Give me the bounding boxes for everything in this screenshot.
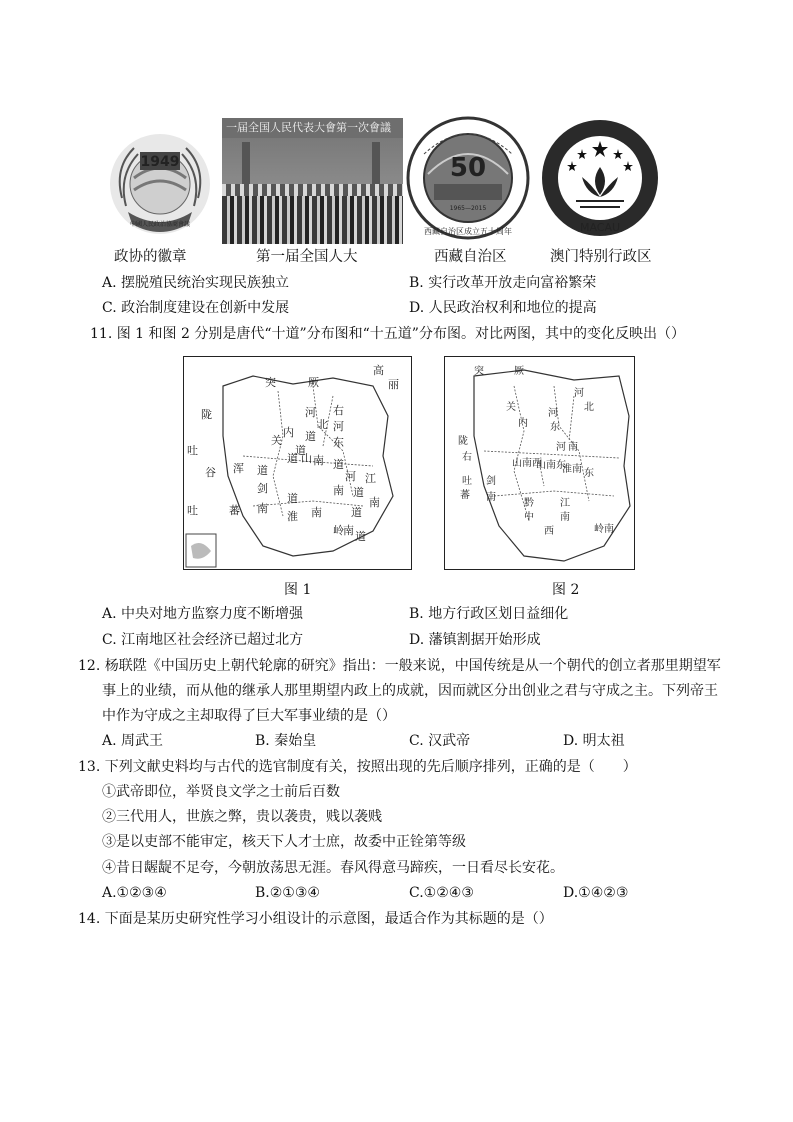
map1-label: 蕃	[229, 504, 240, 517]
tang-ten-circuits-map	[183, 356, 412, 570]
map1-label: 江	[365, 472, 376, 485]
q13-option-c[interactable]: C.①②④③	[409, 885, 474, 901]
q13-item-3: ③是以吏部不能审定，核天下人才士庶，故委中正铨第等级	[102, 834, 466, 850]
map1-label: 道	[333, 458, 344, 471]
map2-label: 淮南	[562, 464, 582, 475]
map1-label: 道	[287, 492, 298, 505]
map2-label: 东	[584, 468, 594, 479]
tibet-ring-text: 西藏自治区成立五十周年	[424, 227, 512, 236]
map2-label: 厥	[514, 366, 524, 377]
q12-stem-line-1: 12. 杨联陞《中国历史上朝代轮廓的研究》指出：一般来说，中国传统是从一个朝代的创立者那里期望军	[78, 658, 721, 674]
map1-label: 山	[301, 452, 312, 465]
q14-stem: 14. 下面是某历史研究性学习小组设计的示意图，最适合作为其标题的是（）	[78, 911, 553, 927]
map2-label: 河	[574, 388, 584, 399]
map1-label: 淮	[287, 510, 298, 523]
map1-label: 关	[271, 434, 282, 447]
map2-label: 南	[560, 512, 570, 523]
map1-label: 道	[305, 430, 316, 443]
map1-label: 南	[313, 454, 324, 467]
map1-label: 河	[345, 470, 356, 483]
map1-label: 丽	[388, 378, 399, 391]
map1-label: 南	[311, 506, 322, 519]
caption-npc: 第一届全国人大	[256, 249, 358, 265]
map2-label: 山南东	[536, 460, 566, 471]
q12-stem-line-3: 中作为守成之主却取得了巨大军事业绩的是（）	[102, 708, 396, 724]
map1-label: 浑	[233, 462, 244, 475]
caption-cppcc: 政协的徽章	[114, 249, 187, 265]
q11-option-c[interactable]: C. 江南地区社会经济已超过北方	[102, 632, 304, 648]
q12-option-d[interactable]: D. 明太祖	[563, 733, 625, 749]
map1-label: 道	[355, 530, 366, 543]
map2-label: 南	[604, 524, 614, 535]
map1-label: 南	[369, 496, 380, 509]
q11-option-d[interactable]: D. 藩镇割据开始形成	[409, 632, 541, 648]
q10-option-c[interactable]: C. 政治制度建设在创新中发展	[102, 300, 290, 316]
map2-label: 西	[544, 526, 554, 537]
q12-option-a[interactable]: A. 周武王	[102, 733, 164, 749]
q11-option-a[interactable]: A. 中央对地方监察力度不断增强	[102, 606, 304, 622]
q13-option-a[interactable]: A.①②③④	[102, 885, 167, 901]
q11-stem: 11. 图 1 和图 2 分别是唐代“十道”分布图和“十五道”分布图。对比两图，其中的变化反映出（）	[90, 326, 685, 342]
map1-label: 陇	[201, 408, 212, 421]
macau-emblem-image	[540, 115, 660, 241]
map2-label: 岭	[594, 524, 604, 535]
map1-label: 道	[287, 452, 298, 465]
cppcc-emblem-image	[104, 128, 216, 240]
map2-label: 吐	[462, 476, 472, 487]
map1-label: 内	[283, 426, 294, 439]
map2-label: 陇	[458, 436, 468, 447]
map1-label: 岭	[333, 524, 344, 537]
tang-fifteen-circuits-map	[444, 356, 635, 570]
q13-item-2: ②三代用人，世族之弊，贵以袭贵，贱以袭贱	[102, 809, 382, 825]
map2-label: 东	[550, 422, 560, 433]
q12-option-b[interactable]: B. 秦始皇	[255, 733, 317, 749]
map2-label: 山南西	[512, 458, 542, 469]
tibet-number: 50	[449, 153, 487, 183]
map1-label: 吐	[187, 504, 198, 517]
q10-option-b[interactable]: B. 实行改革开放走向富裕繁荣	[409, 275, 597, 291]
map1-label: 道	[351, 506, 362, 519]
map1-label: 北	[317, 418, 328, 431]
q13-item-4: ④昔日龌龊不足夸，今朝放荡思无涯。春风得意马蹄疾，一日看尽长安花。	[102, 860, 564, 876]
map2-label: 剑	[486, 476, 496, 487]
map2-label: 江	[560, 498, 570, 509]
npc-banner-text: 一届全国人民代表大會第一次會議	[226, 121, 391, 134]
map1-label: 东	[333, 436, 344, 449]
q13-option-b[interactable]: B.②①③④	[255, 885, 320, 901]
tibet-years: 1965—2015	[449, 205, 487, 212]
fig1-caption: 图 1	[284, 582, 312, 598]
map1-label: 厥	[308, 376, 319, 389]
map2-label: 河	[548, 408, 558, 419]
map1-label: 南	[257, 502, 268, 515]
map2-label: 关	[506, 402, 516, 413]
q10-option-d[interactable]: D. 人民政治权利和地位的提高	[409, 300, 597, 316]
map2-label: 河	[556, 442, 566, 453]
map1-label: 道	[257, 464, 268, 477]
map1-label: 河	[333, 420, 344, 433]
map1-label: 南	[333, 484, 344, 497]
q13-option-d[interactable]: D.①④②③	[563, 885, 629, 901]
q12-stem-line-2: 事上的业绩，而从他的继承人那里期望内政上的成就，因而就区分出创业之君与守成之主。下列帝王	[102, 683, 718, 699]
q13-stem: 13. 下列文献史料均与古代的选官制度有关，按照出现的先后顺序排列，正确的是（ ）	[78, 759, 637, 775]
caption-macau: 澳门特别行政区	[550, 249, 652, 265]
map2-label: 内	[518, 418, 528, 429]
map2-label: 蕃	[460, 490, 470, 501]
fig2-caption: 图 2	[552, 582, 580, 598]
macau-name: MACAU	[579, 221, 621, 234]
map1-label: 突	[265, 376, 276, 389]
map1-label: 剑	[257, 482, 268, 495]
map1-label: 道	[353, 486, 364, 499]
q10-option-a[interactable]: A. 摆脱殖民统治实现民族独立	[102, 275, 290, 291]
q12-option-c[interactable]: C. 汉武帝	[409, 733, 471, 749]
map2-label: 突	[474, 366, 484, 377]
map1-label: 河	[305, 406, 316, 419]
map2-label: 北	[584, 402, 594, 413]
map2-label: 南	[568, 442, 578, 453]
map2-label: 黔	[524, 498, 534, 509]
map1-label: 谷	[205, 466, 216, 479]
map1-label: 右	[333, 404, 344, 417]
cppcc-year: 1949	[140, 154, 180, 170]
map2-label: 南	[486, 492, 496, 503]
q13-item-1: ①武帝即位，举贤良文学之士前后百数	[102, 784, 340, 800]
map2-label: 右	[462, 452, 472, 463]
tibet-emblem-image	[404, 114, 532, 242]
q11-option-b[interactable]: B. 地方行政区划日益细化	[409, 606, 569, 622]
map2-label: 中	[524, 512, 534, 523]
map1-label: 吐	[187, 444, 198, 457]
map1-label: 南	[343, 524, 354, 537]
cppcc-ribbon-text: 中國人民政治協商會議	[129, 221, 191, 228]
caption-tibet: 西藏自治区	[434, 249, 507, 265]
map1-label: 道	[295, 444, 306, 457]
map1-label: 高	[373, 364, 384, 377]
npc-photo	[222, 118, 403, 244]
